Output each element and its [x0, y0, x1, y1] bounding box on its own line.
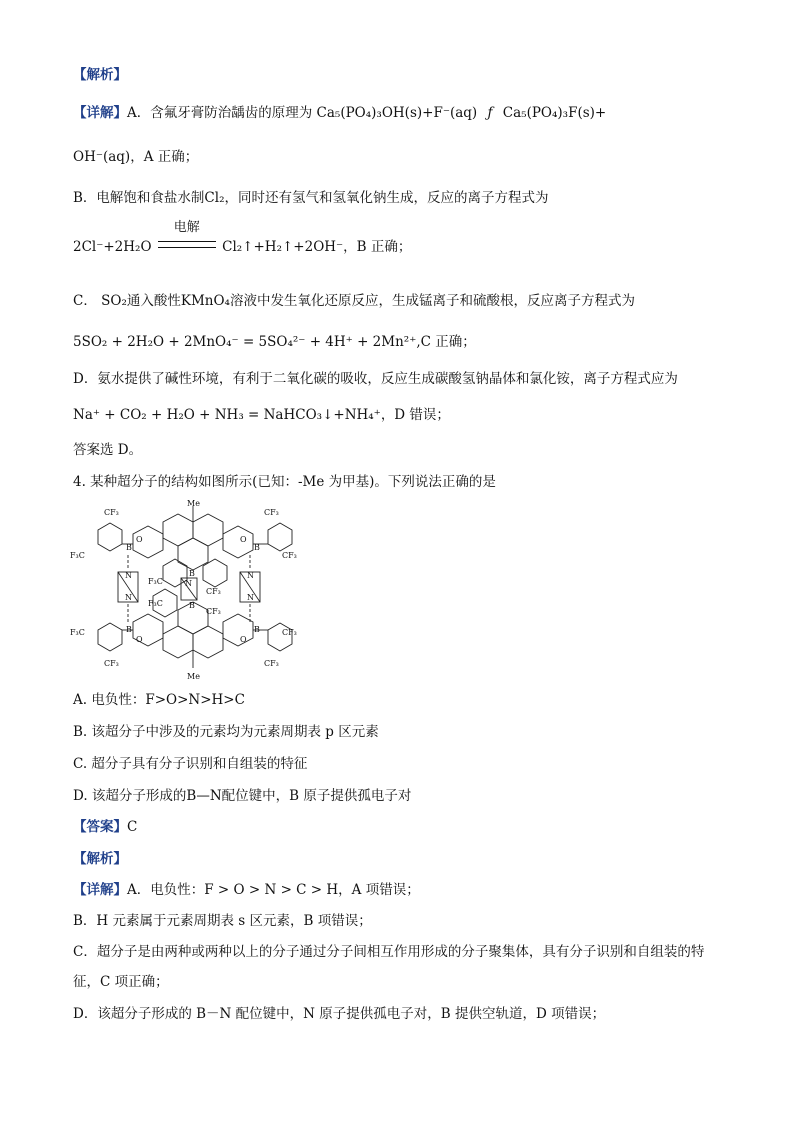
d-conclusion: ，D 错误； — [380, 407, 450, 423]
detail-a-line-2 — [73, 148, 198, 166]
c-text-mid: 通入酸性 — [126, 293, 181, 309]
fig-cf3-8: CF₃ — [206, 607, 221, 616]
fig-o-3: O — [136, 635, 143, 644]
detail-a-line — [73, 104, 606, 122]
fig-b-3: B — [189, 569, 195, 578]
b-equation-right: Cl₂↑+H₂↑+2OH⁻ — [222, 239, 344, 255]
question-4-stem — [73, 473, 496, 491]
d-equation: Na⁺ + CO₂ + H₂O + NH₃ = NaHCO₃↓+NH₄⁺ — [73, 407, 381, 423]
fig-cf3-4: CF₃ — [104, 659, 119, 668]
fig-o-1: O — [136, 535, 143, 544]
detail-b-line — [73, 189, 548, 207]
c-kmno4: KMnO₄ — [180, 293, 230, 309]
detail-c-line — [73, 292, 635, 310]
b-cl2: Cl₂ — [204, 190, 225, 206]
supramolecule-structure-figure — [68, 500, 308, 685]
fig-f3c-2: F₃C — [70, 628, 85, 637]
analysis-label: 【解析】 — [73, 67, 127, 83]
fig-n-5: N — [185, 579, 192, 588]
fig-n-3: N — [247, 571, 254, 580]
explanation-a — [73, 881, 420, 899]
fig-cf3-2: CF₃ — [264, 508, 279, 517]
answer-heading — [73, 818, 137, 836]
fig-n-2: N — [125, 593, 132, 602]
fig-n-4: N — [247, 593, 254, 602]
fig-me-top: Me — [187, 500, 200, 508]
fig-o-4: O — [240, 635, 247, 644]
a-conclusion: ，A 正确； — [130, 149, 199, 165]
c-text-post: 溶液中发生氧化还原反应，生成锰离子和硫酸根，反应离子方程式为 — [229, 293, 635, 309]
fig-cf3-7: CF₃ — [206, 587, 221, 596]
detail-b-equation — [73, 220, 412, 256]
a-equation-left: Ca₅(PO₄)₃OH(s)+F⁻(aq) — [316, 105, 478, 121]
b-text: B．电解饱和食盐水制 — [73, 190, 205, 206]
a-text: A．含氟牙膏防治龋齿的原理为 — [127, 105, 313, 121]
fig-b-4: B — [189, 601, 195, 610]
analysis-label-2: 【解析】 — [73, 851, 127, 867]
d-text: D．氨水提供了碱性环境，有利于二氧化碳的吸收，反应生成碳酸氢钠晶体和氯化铵，离子方程式应为 — [73, 371, 678, 387]
fig-cf3-1: CF₃ — [104, 508, 119, 517]
c-equation: 5SO₂ + 2H₂O + 2MnO₄⁻ = 5SO₄²⁻ + 4H⁺ + 2Mn²⁺ — [73, 334, 417, 350]
answer-text: 答案选 D。 — [73, 442, 143, 458]
explanation-c-2: 征，C 项正确； — [73, 974, 169, 990]
fig-cf3-6: CF₃ — [264, 659, 279, 668]
a-equation-right: Ca₅(PO₄)₃F(s)+ — [502, 105, 607, 121]
fig-o-2: O — [240, 535, 247, 544]
fig-cf3-3: CF₃ — [282, 551, 297, 560]
fig-f3c-3: F₃C — [148, 577, 163, 586]
explanation-d: D．该超分子形成的 B－N 配位键中，N 原子提供孤电子对，B 提供空轨道，D 项错误； — [73, 1006, 606, 1022]
electrolysis-equals — [156, 220, 218, 256]
answer-value: C — [127, 819, 138, 835]
analysis-heading-2 — [73, 850, 127, 868]
option-b: B. 该超分子中涉及的元素均为元素周期表 p 区元素 — [73, 724, 379, 740]
equilibrium-arrow: ƒ — [487, 105, 493, 121]
fig-b-1: B — [126, 543, 132, 552]
c-text-pre: C． — [73, 293, 97, 309]
detail-c-equation — [73, 333, 476, 351]
detail-d-line — [73, 370, 678, 388]
b-conclusion: ，B 正确； — [343, 239, 412, 255]
double-line-sign — [158, 241, 216, 248]
analysis-heading-1 — [73, 66, 127, 84]
electrolysis-condition: 电解 — [173, 220, 200, 235]
detail-label-2: 【详解】 — [73, 882, 127, 898]
b-equation-left: 2Cl⁻+2H₂O — [73, 239, 152, 255]
fig-n-1: N — [125, 571, 132, 580]
answer-line-1 — [73, 441, 142, 459]
fig-me-bottom: Me — [187, 672, 200, 681]
fig-cf3-5: CF₃ — [282, 628, 297, 637]
fig-b-6: B — [254, 625, 260, 634]
explanation-a-text: A．电负性：F > O > N > C > H，A 项错误； — [127, 882, 420, 898]
option-c: C. 超分子具有分子识别和自组装的特征 — [73, 756, 308, 772]
c-so2: SO₂ — [101, 293, 127, 309]
b-text-2: ，同时还有氢气和氢氧化钠生成，反应的离子方程式为 — [224, 190, 549, 206]
fig-b-5: B — [126, 625, 132, 634]
fig-f3c-1: F₃C — [70, 551, 85, 560]
fig-b-2: B — [254, 543, 260, 552]
fig-f3c-4: F₃C — [148, 599, 163, 608]
answer-label: 【答案】 — [73, 819, 127, 835]
option-a: A. 电负性：F>O>N>H>C — [73, 692, 245, 708]
question-stem: 4. 某种超分子的结构如图所示(已知：-Me 为甲基)。下列说法正确的是 — [73, 474, 496, 490]
detail-d-equation — [73, 406, 450, 424]
detail-label: 【详解】 — [73, 105, 127, 121]
a-equation-cont: OH⁻(aq) — [73, 149, 131, 165]
c-conclusion: ,C 正确； — [416, 334, 476, 350]
option-d: D. 该超分子形成的B—N配位键中，B 原子提供孤电子对 — [73, 788, 412, 804]
explanation-c-1: C．超分子是由两种或两种以上的分子通过分子间相互作用形成的分子聚集体，具有分子识别和自组装的特 — [73, 944, 705, 960]
explanation-b: B．H 元素属于元素周期表 s 区元素，B 项错误； — [73, 913, 372, 929]
